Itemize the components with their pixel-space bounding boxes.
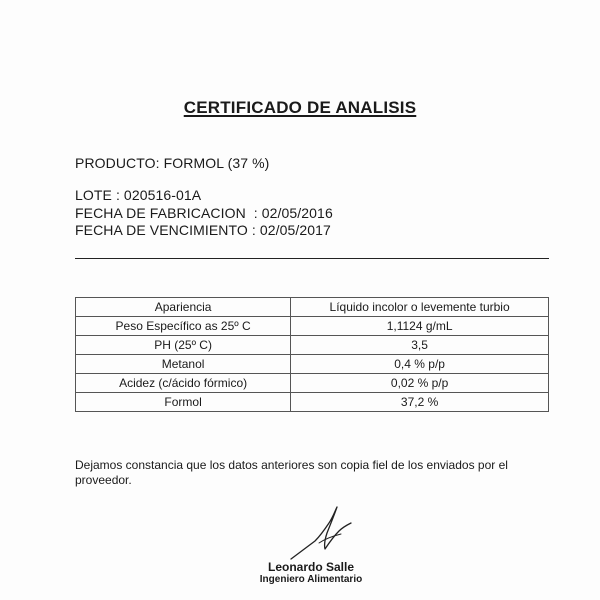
lote-line: LOTE : 020516-01A xyxy=(75,187,202,203)
document-title-text: CERTIFICADO DE ANALISIS xyxy=(183,98,417,117)
value-cell: 37,2 % xyxy=(291,393,549,412)
parameter-cell: Peso Específico as 25º C xyxy=(76,317,291,336)
document-title xyxy=(0,98,600,118)
value-cell: 1,1124 g/mL xyxy=(291,317,549,336)
signer-name: Leonardo Salle xyxy=(267,560,355,574)
parameter-cell: PH (25º C) xyxy=(76,336,291,355)
specifications-table xyxy=(75,297,549,412)
parameter-cell: Acidez (c/ácido fórmico) xyxy=(76,374,291,393)
signer-title: Ingeniero Alimentario xyxy=(259,574,363,585)
parameter-cell: Formol xyxy=(76,393,291,412)
table-row xyxy=(76,298,549,317)
fabrication-date-line: FECHA DE FABRICACION : 02/05/2016 xyxy=(75,205,333,221)
value-cell: 0,4 % p/p xyxy=(291,355,549,374)
value-cell: 3,5 xyxy=(291,336,549,355)
table-row xyxy=(76,355,549,374)
table-row xyxy=(76,374,549,393)
parameter-cell: Metanol xyxy=(76,355,291,374)
table-row xyxy=(76,393,549,412)
separator-rule xyxy=(75,258,549,259)
value-cell: 0,02 % p/p xyxy=(291,374,549,393)
value-cell: Líquido incolor o levemente turbio xyxy=(291,298,549,317)
handwritten-signature xyxy=(285,503,365,563)
expiration-date-line: FECHA DE VENCIMIENTO : 02/05/2017 xyxy=(75,222,331,238)
product-line: PRODUCTO: FORMOL (37 %) xyxy=(75,155,270,171)
table-row xyxy=(76,317,549,336)
certification-note: Dejamos constancia que los datos anteriores son copia fiel de los enviados por el proveedor. xyxy=(75,458,508,487)
parameter-cell: Apariencia xyxy=(76,298,291,317)
table-row xyxy=(76,336,549,355)
